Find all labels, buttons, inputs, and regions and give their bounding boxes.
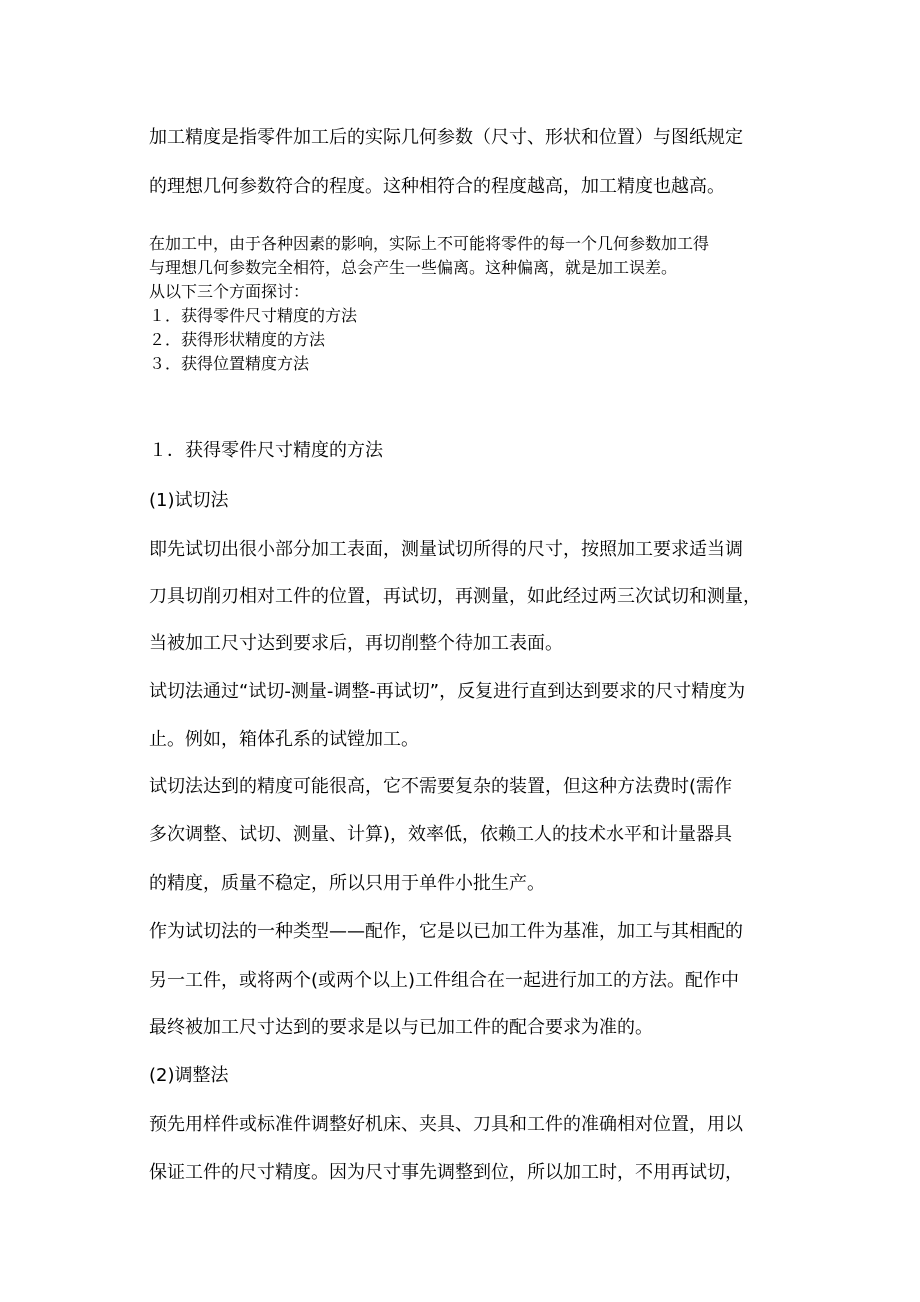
body-line: 试切法达到的精度可能很高，它不需要复杂的装置，但这种方法费时(需作: [149, 776, 733, 797]
intro-line-1: 加工精度是指零件加工后的实际几何参数（尺寸、形状和位置）与图纸规定: [149, 127, 743, 148]
body-line: 刀具切削刃相对工件的位置，再试切，再测量，如此经过两三次试切和测量，: [149, 586, 761, 607]
body-line: 试切法通过“试切-测量-调整-再试切”，反复进行直到达到要求的尺寸精度为: [149, 681, 746, 702]
body-line: 保证工件的尺寸精度。因为尺寸事先调整到位，所以加工时，不用再试切，: [149, 1162, 743, 1183]
subsection-title-adjustment: (2)调整法: [149, 1065, 229, 1086]
body-line: 作为试切法的一种类型——配作，它是以已加工件为基准，加工与其相配的: [149, 921, 743, 942]
intro-line-2: 的理想几何参数符合的程度。这种相符合的程度越高，加工精度也越高。: [149, 176, 725, 197]
error-line-3: 从以下三个方面探讨：: [149, 282, 310, 301]
section-heading: １．获得零件尺寸精度的方法: [149, 440, 383, 461]
body-line: 预先用样件或标准件调整好机床、夹具、刀具和工件的准确相对位置，用以: [149, 1114, 743, 1135]
subsection-title-trial-cut: (1)试切法: [149, 490, 229, 511]
outline-item-1: １．获得零件尺寸精度的方法: [149, 306, 358, 325]
body-line: 当被加工尺寸达到要求后，再切削整个待加工表面。: [149, 633, 563, 654]
error-line-2: 与理想几何参数完全相符，总会产生一些偏离。这种偏离，就是加工误差。: [149, 258, 678, 277]
body-line: 的精度，质量不稳定，所以只用于单件小批生产。: [149, 873, 545, 894]
body-line: 多次调整、试切、测量、计算)，效率低，依赖工人的技术水平和计量器具: [149, 824, 733, 845]
outline-item-3: ３．获得位置精度方法: [149, 354, 310, 373]
outline-item-2: ２．获得形状精度的方法: [149, 330, 326, 349]
body-line: 另一工件，或将两个(或两个以上)工件组合在一起进行加工的方法。配作中: [149, 970, 740, 991]
body-line: 止。例如，箱体孔系的试镗加工。: [149, 729, 419, 750]
body-line: 最终被加工尺寸达到的要求是以与已加工件的配合要求为准的。: [149, 1017, 653, 1038]
error-line-1: 在加工中，由于各种因素的影响，实际上不可能将零件的每一个几何参数加工得: [149, 234, 710, 253]
body-line: 即先试切出很小部分加工表面，测量试切所得的尺寸，按照加工要求适当调: [149, 539, 743, 560]
